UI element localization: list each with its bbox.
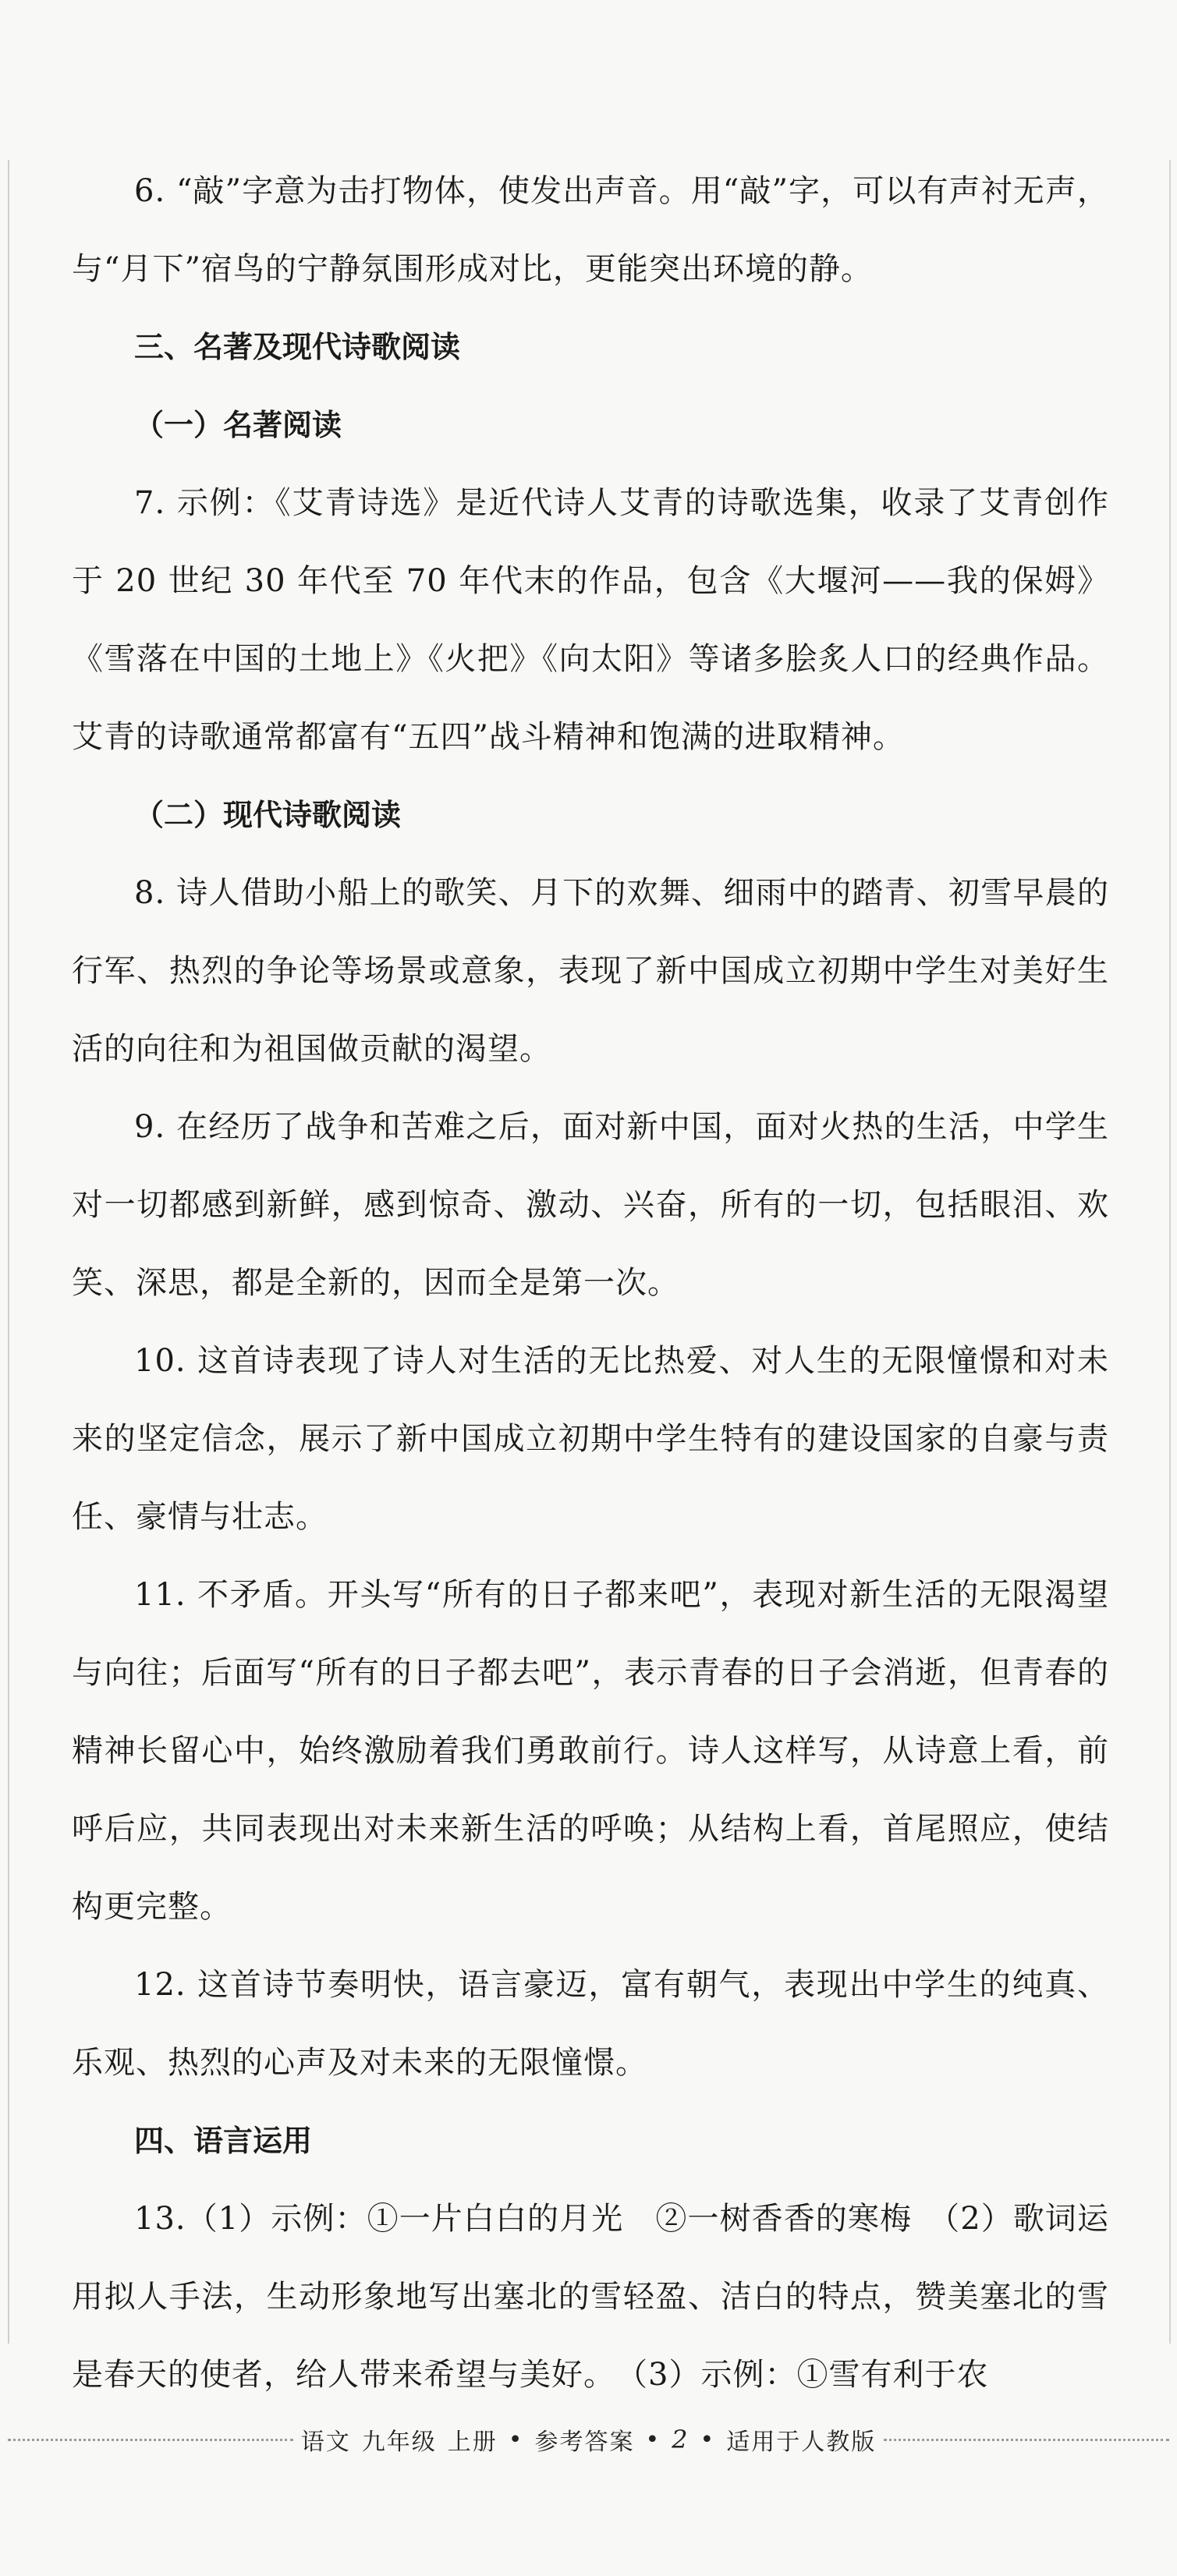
subsection-heading-modern-poetry: （二）现代诗歌阅读	[134, 798, 402, 832]
left-margin-line	[8, 160, 9, 2344]
answer-content	[72, 152, 1109, 2414]
page-footer	[0, 2416, 1177, 2463]
footer-grade: 九年级	[361, 2429, 437, 2456]
footer-dots-right	[884, 2439, 1169, 2441]
answer-9: 9. 在经历了战争和苦难之后，面对新中国，面对火热的生活，中学生对一切都感到新鲜，感到惊奇、激动、兴奋，所有的一切，包括眼泪、欢笑、深思，都是全新的，因而全是第一次。	[72, 1109, 1109, 1301]
answer-7: 7. 示例：《艾青诗选》是近代诗人艾青的诗歌选集，收录了艾青创作于 20 世纪 30 年代至 70 年代末的作品，包含《大堰河——我的保姆》《雪落在中国的土地上》《火把》《向太阳》等诸多脍炙人口的经典作品。艾青的诗歌通常都富有“五四”战斗精神和饱满的进取精神。	[72, 485, 1109, 755]
answer-13: 13.（1）示例：①一片白白的月光 ②一树香香的寒梅 （2）歌词运用拟人手法，生动形象地写出塞北的雪轻盈、洁白的特点，赞美塞北的雪是春天的使者，给人带来希望与美好。 （3）示例：①雪有利于农	[72, 2201, 1109, 2393]
section-heading-3: 三、名著及现代诗歌阅读	[134, 330, 461, 364]
answer-10: 10. 这首诗表现了诗人对生活的无比热爱、对人生的无限憧憬和对未来的坚定信念，展示了新中国成立初期中学生特有的建设国家的自豪与责任、豪情与壮志。	[72, 1343, 1109, 1535]
footer-separator: •	[700, 2425, 716, 2454]
footer-doc-type: 参考答案	[534, 2429, 635, 2456]
footer-separator: •	[645, 2425, 661, 2454]
page-number: 2	[672, 2425, 690, 2454]
answer-6: 6. “敲”字意为击打物体，使发出声音。用“敲”字，可以有声衬无声，与“月下”宿鸟的宁静氛围形成对比，更能突出环境的静。	[72, 173, 1109, 287]
footer-separator: •	[508, 2425, 524, 2454]
footer-subject: 语文	[300, 2429, 351, 2456]
subsection-heading-classics: （一）名著阅读	[134, 408, 342, 442]
section-heading-4: 四、语言运用	[134, 2124, 313, 2158]
answer-8: 8. 诗人借助小船上的歌笑、月下的欢舞、细雨中的踏青、初雪早晨的行军、热烈的争论等场景或意象，表现了新中国成立初期中学生对美好生活的向往和为祖国做贡献的渴望。	[72, 875, 1109, 1067]
footer-text	[301, 2422, 876, 2457]
footer-edition: 适用于人教版	[726, 2429, 877, 2456]
footer-dots-left	[8, 2439, 293, 2441]
answer-12: 12. 这首诗节奏明快，语言豪迈，富有朝气，表现出中学生的纯真、乐观、热烈的心声及对未来的无限憧憬。	[72, 1967, 1109, 2081]
right-margin-line	[1169, 160, 1171, 2344]
footer-volume: 上册	[447, 2429, 498, 2456]
answer-11: 11. 不矛盾。开头写“所有的日子都来吧”，表现对新生活的无限渴望与向往；后面写“所有的日子都去吧”，表示青春的日子会消逝，但青春的精神长留心中，始终激励着我们勇敢前行。诗人这样写，从诗意上看，前呼后应，共同表现出对未来新生活的呼唤；从结构上看，首尾照应，使结构更完整。	[72, 1577, 1109, 1925]
